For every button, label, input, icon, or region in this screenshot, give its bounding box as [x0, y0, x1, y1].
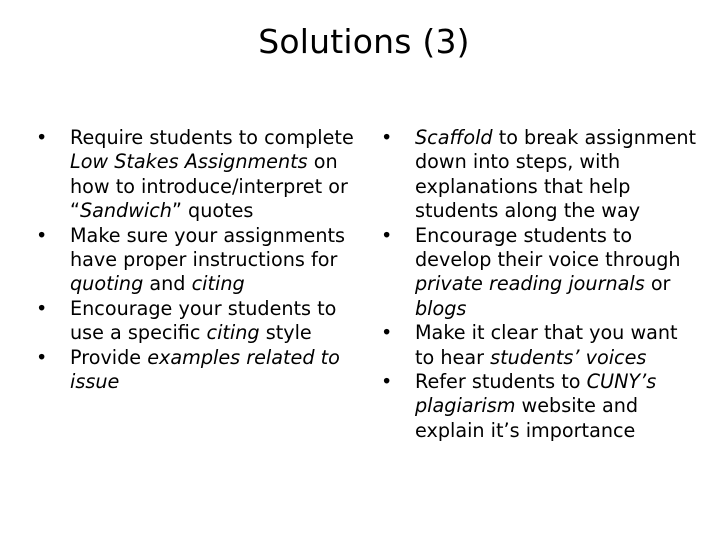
bullet-item [36, 346, 366, 395]
bullet-dot-icon: • [36, 126, 48, 149]
bullet-item [381, 370, 701, 443]
right-bullet-list [381, 126, 701, 443]
emphasis-text: citing [206, 321, 260, 345]
bullet-text: Provide [70, 345, 148, 369]
emphasis-text: quoting [70, 272, 144, 296]
bullet-item [36, 224, 366, 297]
bullet-item [381, 126, 701, 224]
bullet-dot-icon: • [36, 223, 48, 247]
bullet-text: Encourage your students to use a specific [70, 296, 343, 345]
bullet-text: Refer students to [415, 370, 587, 394]
bullet-item [381, 321, 701, 370]
bullet-item [36, 297, 366, 346]
bullet-dot-icon: • [381, 223, 393, 247]
bullet-item [381, 224, 701, 322]
slide-title: Solutions (3) [258, 22, 470, 61]
emphasis-text: students’ voices [490, 345, 647, 369]
bullet-dot-icon: • [381, 126, 393, 149]
emphasis-text: Scaffold [415, 126, 493, 149]
bullet-text: Make it clear that you want to hear [415, 321, 684, 369]
emphasis-text: CUNY’s plagiarism [415, 370, 663, 418]
bullet-text: and [143, 272, 192, 296]
bullet-text: style [259, 321, 312, 345]
bullet-text: to break assignment down into steps, with explanations that help students along the way [415, 126, 703, 223]
bullet-text: website and explain it’s importance [415, 394, 645, 442]
bullet-text: on how to introduce/interpret or “ [70, 150, 354, 223]
emphasis-text: private reading journals [415, 272, 645, 296]
emphasis-text: examples related to issue [70, 345, 346, 394]
bullet-dot-icon: • [381, 321, 393, 345]
bullet-item [36, 126, 366, 224]
bullet-text: Make sure your assignments have proper instructions for [70, 223, 352, 272]
left-bullet-list [36, 126, 366, 394]
bullet-dot-icon: • [381, 370, 393, 394]
emphasis-text: Low Stakes Assignments [70, 150, 308, 174]
emphasis-text: Sandwich [79, 199, 172, 223]
bullet-text: or [644, 272, 677, 296]
bullet-text: Encourage students to develop their voice through [415, 223, 687, 272]
bullet-dot-icon: • [36, 296, 48, 320]
bullet-text: Require students to complete [70, 126, 360, 149]
bullet-text: ” quotes [171, 199, 254, 223]
emphasis-text: citing [191, 272, 245, 296]
emphasis-text: blogs [415, 296, 467, 320]
bullet-dot-icon: • [36, 345, 48, 369]
